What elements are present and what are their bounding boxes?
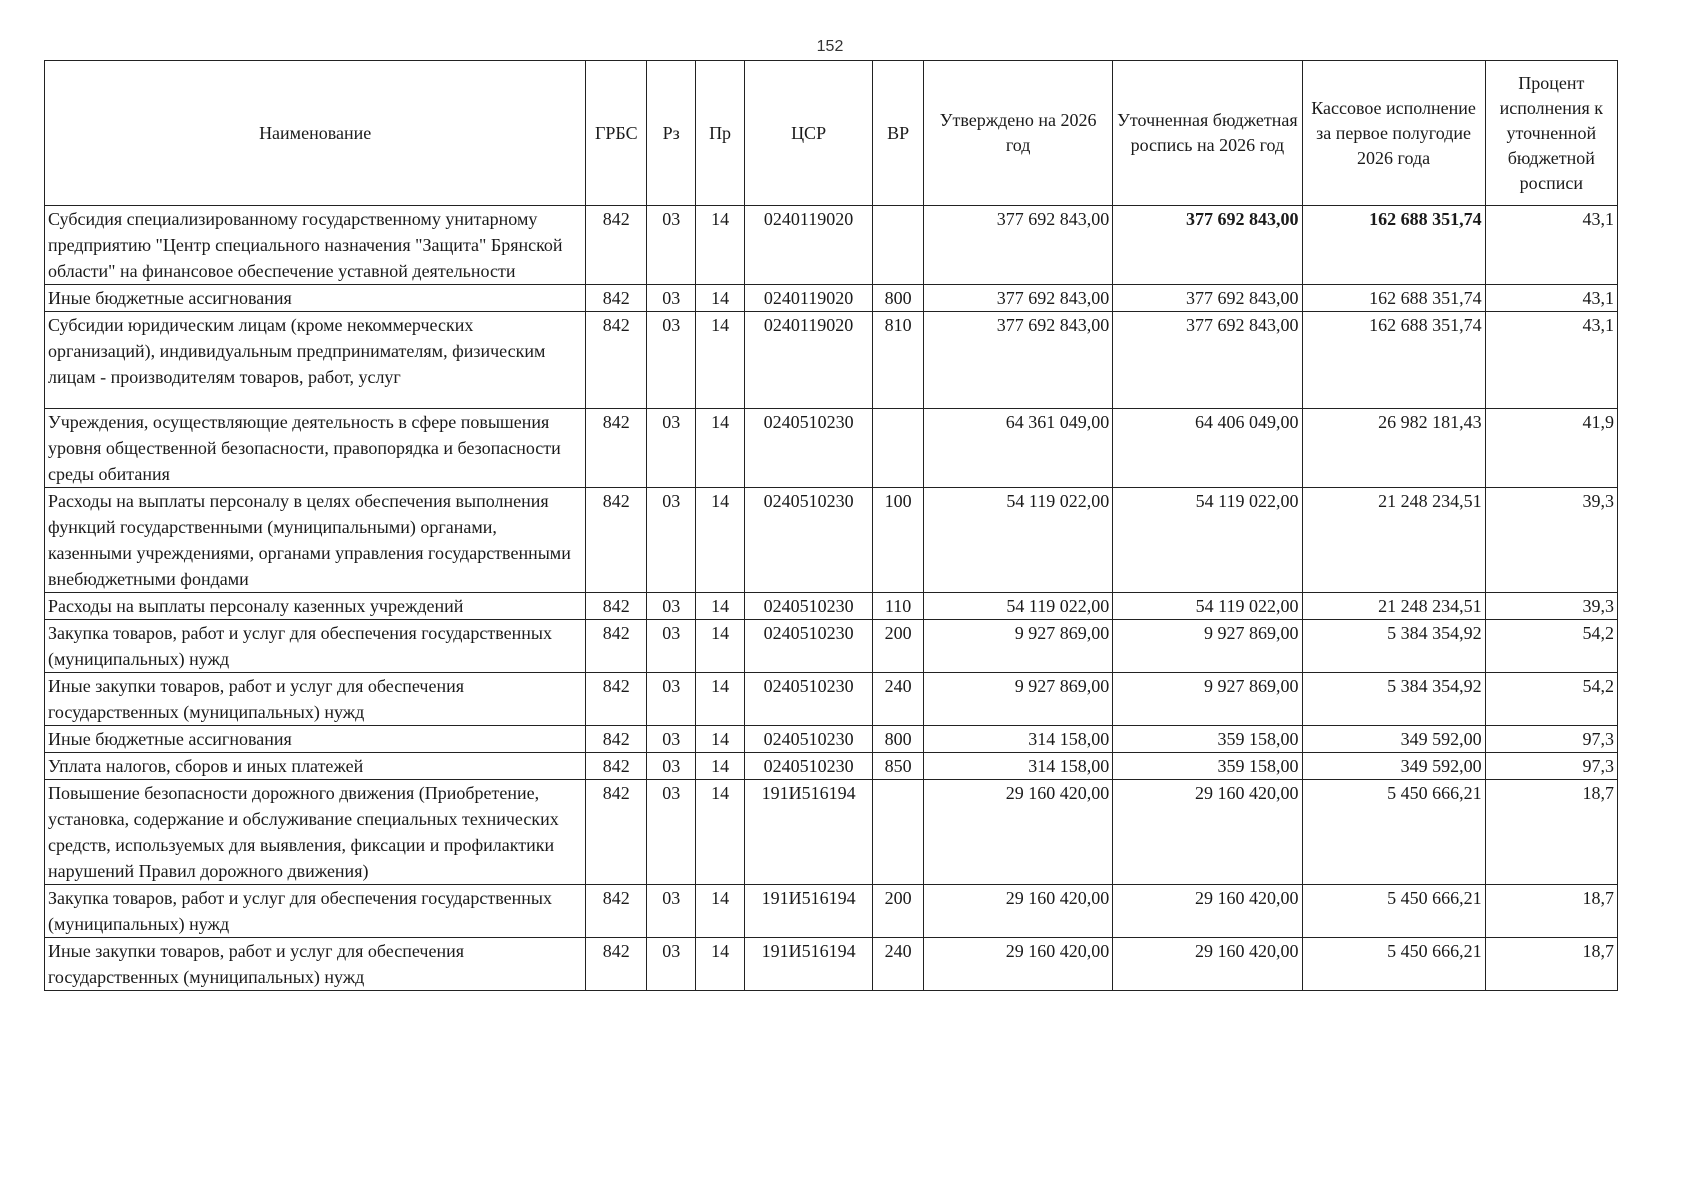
row-csr: 0240510230 bbox=[744, 488, 872, 593]
row-csr: 191И516194 bbox=[744, 885, 872, 938]
column-header-percent: Процент исполнения к уточненной бюджетной росписи bbox=[1485, 61, 1617, 206]
budget-table bbox=[44, 60, 1618, 991]
row-rz: 03 bbox=[647, 673, 696, 726]
row-grbs: 842 bbox=[586, 206, 647, 285]
row-approved: 29 160 420,00 bbox=[924, 885, 1113, 938]
row-pr: 14 bbox=[696, 780, 745, 885]
row-rz: 03 bbox=[647, 726, 696, 753]
row-grbs: 842 bbox=[586, 620, 647, 673]
row-revised: 29 160 420,00 bbox=[1113, 780, 1302, 885]
row-percent: 97,3 bbox=[1485, 726, 1617, 753]
column-header-rz: Рз bbox=[647, 61, 696, 206]
table-row bbox=[45, 409, 1618, 488]
row-executed: 162 688 351,74 bbox=[1302, 206, 1485, 285]
row-executed: 162 688 351,74 bbox=[1302, 312, 1485, 409]
column-header-grbs: ГРБС bbox=[586, 61, 647, 206]
row-approved: 314 158,00 bbox=[924, 726, 1113, 753]
row-name: Закупка товаров, работ и услуг для обеспечения государственных (муниципальных) нужд bbox=[45, 885, 586, 938]
row-rz: 03 bbox=[647, 753, 696, 780]
row-approved: 54 119 022,00 bbox=[924, 593, 1113, 620]
row-rz: 03 bbox=[647, 409, 696, 488]
row-percent: 43,1 bbox=[1485, 312, 1617, 409]
row-vr: 810 bbox=[873, 312, 924, 409]
row-rz: 03 bbox=[647, 885, 696, 938]
row-revised: 377 692 843,00 bbox=[1113, 312, 1302, 409]
row-executed: 5 384 354,92 bbox=[1302, 673, 1485, 726]
row-vr: 800 bbox=[873, 285, 924, 312]
row-csr: 0240510230 bbox=[744, 673, 872, 726]
row-csr: 191И516194 bbox=[744, 938, 872, 991]
row-percent: 18,7 bbox=[1485, 938, 1617, 991]
row-revised: 29 160 420,00 bbox=[1113, 938, 1302, 991]
row-name: Уплата налогов, сборов и иных платежей bbox=[45, 753, 586, 780]
row-executed: 26 982 181,43 bbox=[1302, 409, 1485, 488]
row-approved: 64 361 049,00 bbox=[924, 409, 1113, 488]
row-name: Субсидия специализированному государственному унитарному предприятию "Центр специального назначения "Защита" Брянской области" на финансовое обеспечение уставной деятельности bbox=[45, 206, 586, 285]
column-header-executed: Кассовое исполнение за первое полугодие 2026 года bbox=[1302, 61, 1485, 206]
row-rz: 03 bbox=[647, 312, 696, 409]
row-revised: 29 160 420,00 bbox=[1113, 885, 1302, 938]
row-name: Иные бюджетные ассигнования bbox=[45, 285, 586, 312]
row-pr: 14 bbox=[696, 620, 745, 673]
row-grbs: 842 bbox=[586, 673, 647, 726]
row-rz: 03 bbox=[647, 206, 696, 285]
row-percent: 54,2 bbox=[1485, 620, 1617, 673]
column-header-approved: Утверждено на 2026 год bbox=[924, 61, 1113, 206]
table-row bbox=[45, 312, 1618, 409]
row-vr: 850 bbox=[873, 753, 924, 780]
row-executed: 5 450 666,21 bbox=[1302, 938, 1485, 991]
row-approved: 377 692 843,00 bbox=[924, 285, 1113, 312]
row-name: Расходы на выплаты персоналу в целях обеспечения выполнения функций государственными (муниципальными) органами, казенными учреждениями, органами управления государственными внебюджетными фондами bbox=[45, 488, 586, 593]
row-pr: 14 bbox=[696, 593, 745, 620]
row-percent: 54,2 bbox=[1485, 673, 1617, 726]
column-header-revised: Уточненная бюджетная роспись на 2026 год bbox=[1113, 61, 1302, 206]
row-vr bbox=[873, 409, 924, 488]
row-revised: 64 406 049,00 bbox=[1113, 409, 1302, 488]
row-rz: 03 bbox=[647, 488, 696, 593]
row-pr: 14 bbox=[696, 673, 745, 726]
row-pr: 14 bbox=[696, 753, 745, 780]
row-approved: 29 160 420,00 bbox=[924, 780, 1113, 885]
row-percent: 18,7 bbox=[1485, 885, 1617, 938]
row-vr: 110 bbox=[873, 593, 924, 620]
row-percent: 43,1 bbox=[1485, 206, 1617, 285]
row-percent: 18,7 bbox=[1485, 780, 1617, 885]
column-header-csr: ЦСР bbox=[744, 61, 872, 206]
row-grbs: 842 bbox=[586, 593, 647, 620]
row-revised: 9 927 869,00 bbox=[1113, 620, 1302, 673]
row-vr bbox=[873, 780, 924, 885]
row-vr: 800 bbox=[873, 726, 924, 753]
row-rz: 03 bbox=[647, 593, 696, 620]
row-percent: 43,1 bbox=[1485, 285, 1617, 312]
row-approved: 9 927 869,00 bbox=[924, 673, 1113, 726]
row-approved: 314 158,00 bbox=[924, 753, 1113, 780]
row-vr: 200 bbox=[873, 620, 924, 673]
table-row bbox=[45, 753, 1618, 780]
row-pr: 14 bbox=[696, 206, 745, 285]
row-csr: 0240119020 bbox=[744, 312, 872, 409]
row-approved: 9 927 869,00 bbox=[924, 620, 1113, 673]
row-pr: 14 bbox=[696, 409, 745, 488]
row-csr: 0240510230 bbox=[744, 593, 872, 620]
row-revised: 377 692 843,00 bbox=[1113, 285, 1302, 312]
table-row bbox=[45, 620, 1618, 673]
row-revised: 359 158,00 bbox=[1113, 726, 1302, 753]
table-row bbox=[45, 726, 1618, 753]
row-grbs: 842 bbox=[586, 285, 647, 312]
row-csr: 0240119020 bbox=[744, 206, 872, 285]
table-row bbox=[45, 285, 1618, 312]
row-revised: 54 119 022,00 bbox=[1113, 488, 1302, 593]
row-grbs: 842 bbox=[586, 780, 647, 885]
row-executed: 5 450 666,21 bbox=[1302, 885, 1485, 938]
row-executed: 349 592,00 bbox=[1302, 753, 1485, 780]
row-csr: 0240119020 bbox=[744, 285, 872, 312]
row-grbs: 842 bbox=[586, 726, 647, 753]
row-name: Учреждения, осуществляющие деятельность в сфере повышения уровня общественной безопасности, правопорядка и безопасности среды обитания bbox=[45, 409, 586, 488]
row-pr: 14 bbox=[696, 312, 745, 409]
row-grbs: 842 bbox=[586, 409, 647, 488]
row-pr: 14 bbox=[696, 938, 745, 991]
column-header-vr: ВР bbox=[873, 61, 924, 206]
row-approved: 377 692 843,00 bbox=[924, 312, 1113, 409]
row-executed: 5 384 354,92 bbox=[1302, 620, 1485, 673]
column-header-pr: Пр bbox=[696, 61, 745, 206]
row-name: Расходы на выплаты персоналу казенных учреждений bbox=[45, 593, 586, 620]
row-percent: 39,3 bbox=[1485, 488, 1617, 593]
page-number: 152 bbox=[816, 38, 844, 55]
row-approved: 29 160 420,00 bbox=[924, 938, 1113, 991]
row-revised: 359 158,00 bbox=[1113, 753, 1302, 780]
row-csr: 0240510230 bbox=[744, 753, 872, 780]
row-executed: 162 688 351,74 bbox=[1302, 285, 1485, 312]
row-name: Иные бюджетные ассигнования bbox=[45, 726, 586, 753]
row-csr: 0240510230 bbox=[744, 620, 872, 673]
column-header-name: Наименование bbox=[45, 61, 586, 206]
row-executed: 21 248 234,51 bbox=[1302, 488, 1485, 593]
row-pr: 14 bbox=[696, 726, 745, 753]
table-row bbox=[45, 206, 1618, 285]
row-name: Субсидии юридическим лицам (кроме некоммерческих организаций), индивидуальным предпринимателям, физическим лицам - производителям товаров, работ, услуг bbox=[45, 312, 586, 409]
row-percent: 39,3 bbox=[1485, 593, 1617, 620]
row-approved: 377 692 843,00 bbox=[924, 206, 1113, 285]
row-grbs: 842 bbox=[586, 312, 647, 409]
table-row bbox=[45, 673, 1618, 726]
row-revised: 54 119 022,00 bbox=[1113, 593, 1302, 620]
row-rz: 03 bbox=[647, 780, 696, 885]
table-row bbox=[45, 938, 1618, 991]
row-revised: 9 927 869,00 bbox=[1113, 673, 1302, 726]
row-name: Иные закупки товаров, работ и услуг для обеспечения государственных (муниципальных) нужд bbox=[45, 673, 586, 726]
row-revised: 377 692 843,00 bbox=[1113, 206, 1302, 285]
row-vr bbox=[873, 206, 924, 285]
row-executed: 5 450 666,21 bbox=[1302, 780, 1485, 885]
table-row bbox=[45, 780, 1618, 885]
row-grbs: 842 bbox=[586, 488, 647, 593]
row-percent: 97,3 bbox=[1485, 753, 1617, 780]
row-executed: 21 248 234,51 bbox=[1302, 593, 1485, 620]
row-approved: 54 119 022,00 bbox=[924, 488, 1113, 593]
row-vr: 240 bbox=[873, 673, 924, 726]
row-executed: 349 592,00 bbox=[1302, 726, 1485, 753]
row-rz: 03 bbox=[647, 938, 696, 991]
row-rz: 03 bbox=[647, 285, 696, 312]
table-row bbox=[45, 488, 1618, 593]
table-row bbox=[45, 593, 1618, 620]
row-vr: 200 bbox=[873, 885, 924, 938]
table-header-row bbox=[45, 61, 1618, 206]
row-pr: 14 bbox=[696, 285, 745, 312]
row-percent: 41,9 bbox=[1485, 409, 1617, 488]
row-grbs: 842 bbox=[586, 753, 647, 780]
row-grbs: 842 bbox=[586, 885, 647, 938]
row-csr: 0240510230 bbox=[744, 726, 872, 753]
row-name: Закупка товаров, работ и услуг для обеспечения государственных (муниципальных) нужд bbox=[45, 620, 586, 673]
row-grbs: 842 bbox=[586, 938, 647, 991]
row-vr: 100 bbox=[873, 488, 924, 593]
row-vr: 240 bbox=[873, 938, 924, 991]
row-name: Повышение безопасности дорожного движения (Приобретение, установка, содержание и обслуживание специальных технических средств, используемых для выявления, фиксации и профилактики нарушений Правил дорожного движения) bbox=[45, 780, 586, 885]
row-csr: 0240510230 bbox=[744, 409, 872, 488]
row-pr: 14 bbox=[696, 488, 745, 593]
row-csr: 191И516194 bbox=[744, 780, 872, 885]
row-pr: 14 bbox=[696, 885, 745, 938]
row-name: Иные закупки товаров, работ и услуг для обеспечения государственных (муниципальных) нужд bbox=[45, 938, 586, 991]
table-row bbox=[45, 885, 1618, 938]
row-rz: 03 bbox=[647, 620, 696, 673]
